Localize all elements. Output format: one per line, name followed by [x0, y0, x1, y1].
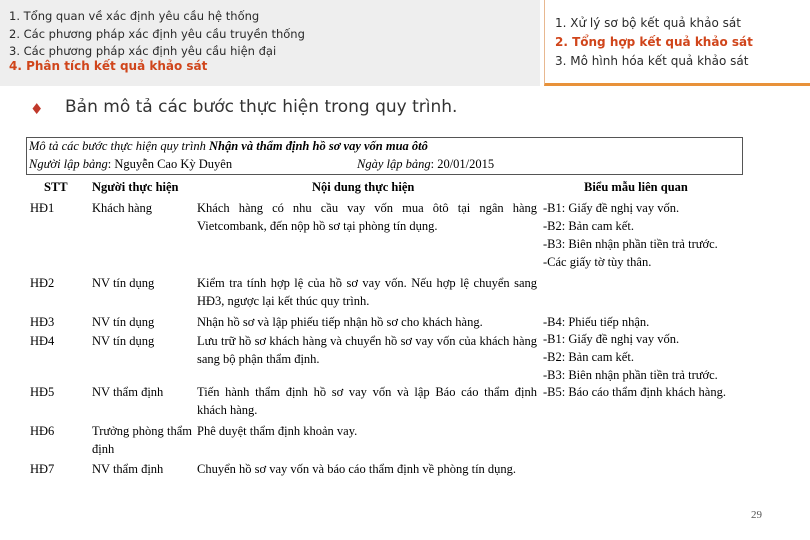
author-value: : Nguyễn Cao Kỳ Duyên	[107, 157, 233, 171]
row-3-stt: HĐ3	[30, 315, 55, 329]
nav-item-survey-analysis[interactable]: 4. Phân tích kết quả khảo sát	[9, 59, 208, 73]
row-7-content: Chuyển hồ sơ vay vốn và báo cáo thẩm định về phòng tín dụng.	[197, 462, 517, 476]
row-5-form-1: -B5: Báo cáo thẩm định khách hàng.	[543, 385, 726, 399]
row-4-content: Lưu trữ hồ sơ khách hàng và chuyển hồ sơ vay vốn của khách hàng sang bộ phận thẩm định.	[197, 334, 537, 366]
author-label: Người lập bảng	[29, 157, 108, 171]
row-4-forms	[543, 330, 743, 384]
subnav-item-modeling[interactable]: 3. Mô hình hóa kết quả khảo sát	[555, 54, 749, 68]
row-5-stt: HĐ5	[30, 385, 55, 399]
row-2-content: Kiểm tra tính hợp lệ của hồ sơ vay vốn. Nếu hợp lệ chuyển sang HĐ3, ngược lại kết thúc quy trình.	[197, 276, 537, 308]
column-header-forms: Biểu mẫu liên quan	[584, 180, 688, 194]
column-header-actor: Người thực hiện	[92, 180, 179, 194]
row-1-form-2: -B2: Bản cam kết.	[543, 219, 634, 233]
row-6-actor: Trưởng phòng thẩm định	[92, 424, 192, 456]
row-1-stt: HĐ1	[30, 201, 55, 215]
row-7-actor: NV thẩm định	[92, 462, 164, 476]
section-navigation	[0, 0, 540, 86]
process-description-document	[26, 137, 743, 175]
row-4-form-1: -B1: Giấy đề nghị vay vốn.	[543, 332, 680, 346]
column-header-stt: STT	[44, 180, 68, 194]
row-3-content: Nhận hồ sơ và lập phiếu tiếp nhận hồ sơ cho khách hàng.	[197, 315, 483, 329]
document-info-box	[26, 137, 743, 175]
process-name: Nhận và thẩm định hồ sơ vay vốn mua ôtô	[209, 139, 428, 153]
row-5-actor: NV thẩm định	[92, 385, 164, 399]
row-3-actor: NV tín dụng	[92, 315, 155, 329]
row-3-form-1: -B4: Phiếu tiếp nhận.	[543, 315, 650, 329]
slide-subtitle: Bản mô tả các bước thực hiện trong quy trình.	[65, 97, 458, 117]
column-header-content: Nội dung thực hiện	[312, 180, 415, 194]
subnav-item-summary[interactable]: 2. Tổng hợp kết quả khảo sát	[555, 35, 753, 49]
row-1-actor: Khách hàng	[92, 201, 153, 215]
date-value: : 20/01/2015	[430, 157, 495, 171]
row-1-form-4: -Các giấy tờ tùy thân.	[543, 255, 652, 269]
date-label: Ngày lập bảng	[357, 157, 431, 171]
row-4-stt: HĐ4	[30, 334, 55, 348]
diamond-bullet-icon: ♦	[30, 100, 44, 118]
row-1-forms	[543, 199, 743, 271]
row-5-content: Tiến hành thẩm định hồ sơ vay vốn và lập Báo cáo thẩm định khách hàng.	[197, 385, 537, 417]
nav-item-modern-methods[interactable]: 3. Các phương pháp xác định yêu cầu hiện đại	[9, 44, 277, 58]
row-6-content: Phê duyệt thẩm định khoản vay.	[197, 424, 358, 438]
description-prefix: Mô tả các bước thực hiện quy trình	[29, 139, 209, 153]
nav-item-overview[interactable]: 1. Tổng quan về xác định yêu cầu hệ thống	[9, 9, 260, 23]
date-line	[357, 157, 494, 172]
row-4-form-2: -B2: Bản cam kết.	[543, 350, 634, 364]
row-2-actor: NV tín dụng	[92, 276, 155, 290]
author-line	[29, 157, 232, 172]
row-2-stt: HĐ2	[30, 276, 55, 290]
nav-item-traditional-methods[interactable]: 2. Các phương pháp xác định yêu cầu truyền thống	[9, 27, 305, 41]
row-1-content: Khách hàng có nhu cầu vay vốn mua ôtô tại ngân hàng Vietcombank, đến nộp hồ sơ tại phòng tín dụng.	[197, 201, 537, 233]
page-number: 29	[751, 509, 762, 521]
subsection-navigation	[544, 0, 810, 86]
row-6-stt: HĐ6	[30, 424, 55, 438]
row-4-actor: NV tín dụng	[92, 334, 155, 348]
description-line	[29, 139, 428, 154]
subnav-item-preliminary[interactable]: 1. Xử lý sơ bộ kết quả khảo sát	[555, 16, 741, 30]
row-4-form-3: -B3: Biên nhận phần tiền trả trước.	[543, 368, 718, 382]
row-7-stt: HĐ7	[30, 462, 55, 476]
row-1-form-3: -B3: Biên nhận phần tiền trả trước.	[543, 237, 718, 251]
row-1-form-1: -B1: Giấy đề nghị vay vốn.	[543, 201, 680, 215]
